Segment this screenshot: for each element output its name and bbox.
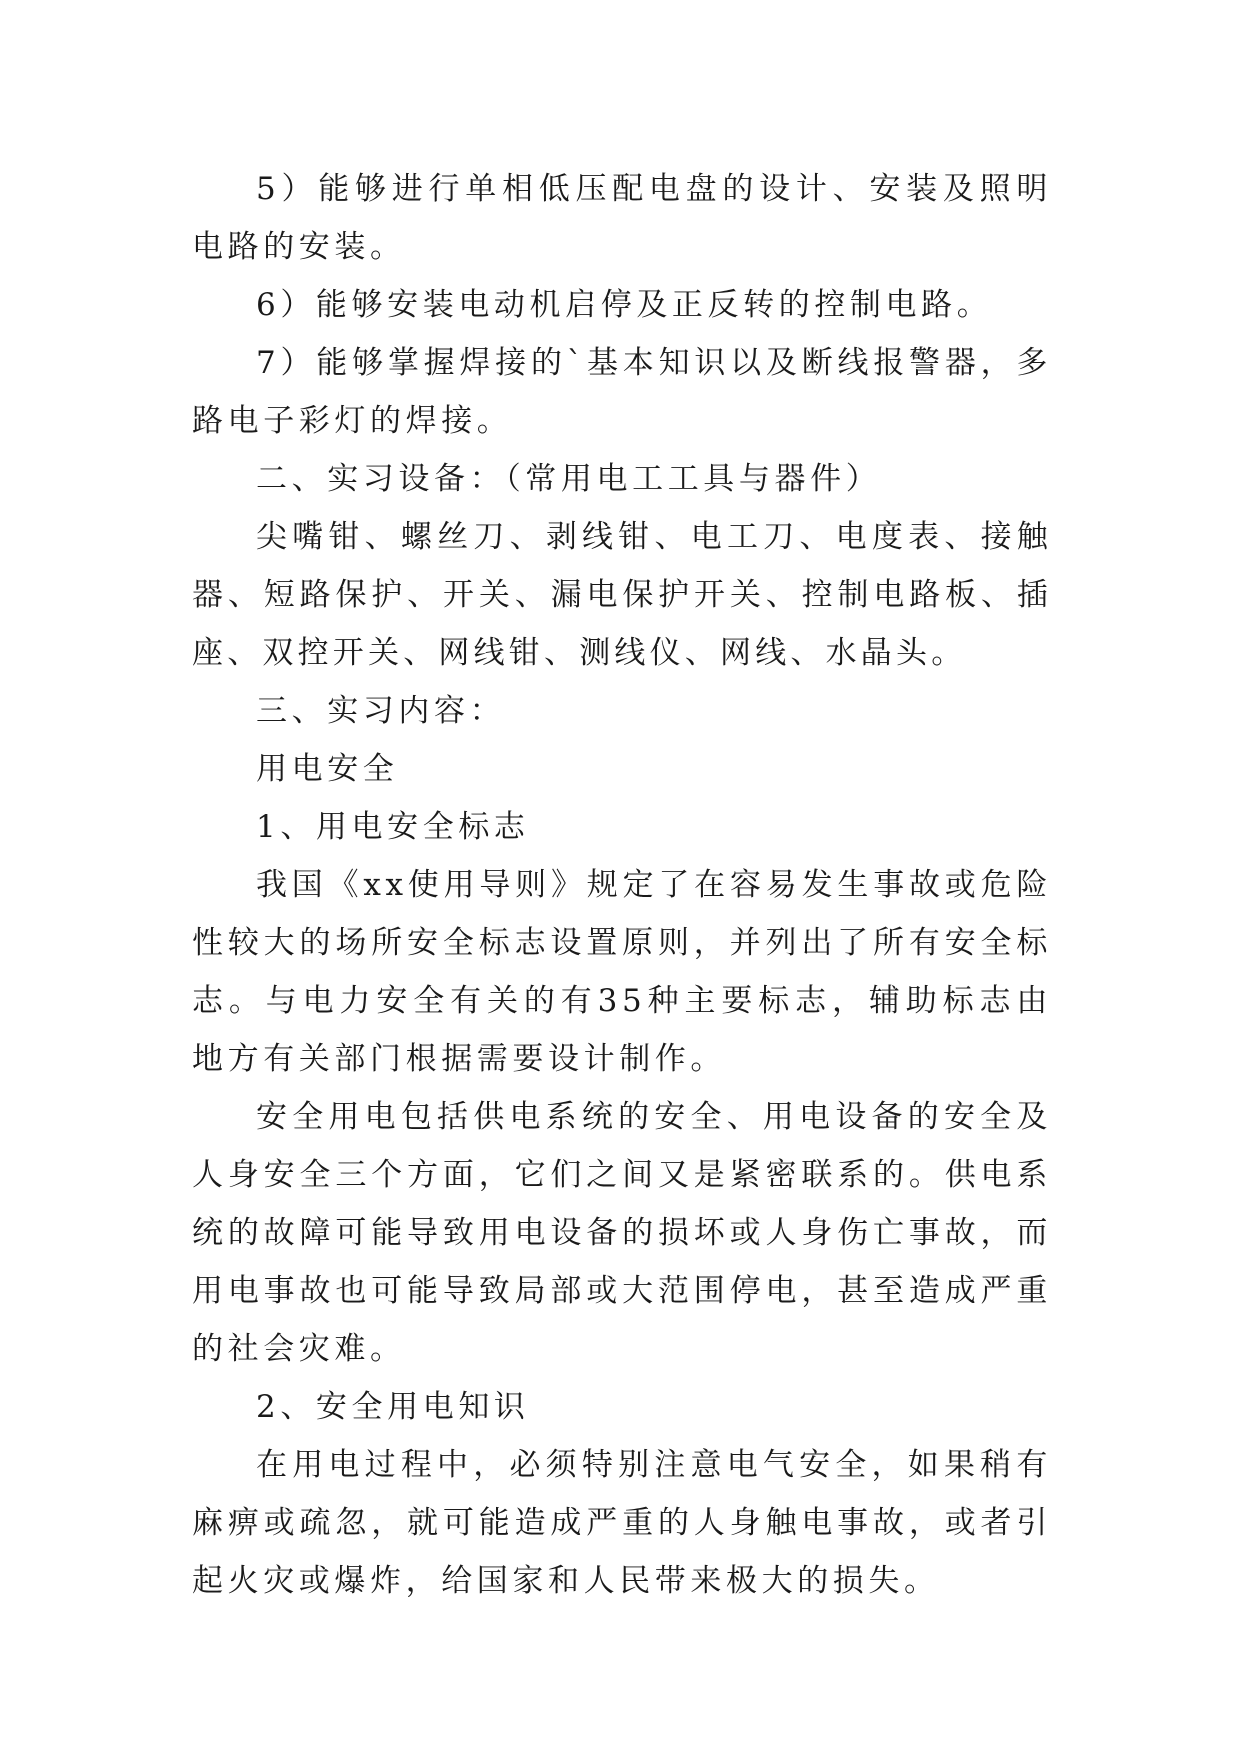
list-item-5: 5）能够进行单相低压配电盘的设计、安装及照明电路的安装。 [192,171,1052,265]
safety-knowledge-paragraph: 在用电过程中，必须特别注意电气安全，如果稍有麻痹或疏忽，就可能造成严重的人身触电事故，或者引起火灾或爆炸，给国家和人民带来极大的损失。 [192,1447,1052,1599]
safety-signs-paragraph: 我国《xx使用导则》规定了在容易发生事故或危险性较大的场所安全标志设置原则，并列出了所有安全标志。与电力安全有关的有35种主要标志，辅助标志由地方有关部门根据需要设计制作。 [192,867,1052,1077]
safe-electricity-paragraph: 安全用电包括供电系统的安全、用电设备的安全及人身安全三个方面，它们之间又是紧密联系的。供电系统的故障可能导致用电设备的损坏或人身伤亡事故，而用电事故也可能导致局部或大范围停电，甚至造成严重的社会灾难。 [192,1099,1052,1367]
section-heading-equipment: 二、实习设备：（常用电工工具与器件） [256,461,882,497]
subheading-safety-knowledge: 2、安全用电知识 [256,1389,530,1425]
list-item-6: 6）能够安装电动机启停及正反转的控制电路。 [256,287,993,323]
document-body [192,160,1052,1610]
equipment-list-paragraph: 尖嘴钳、螺丝刀、剥线钳、电工刀、电度表、接触器、短路保护、开关、漏电保护开关、控制电路板、插座、双控开关、网线钳、测线仪、网线、水晶头。 [192,519,1052,671]
list-item-7: 7）能够掌握焊接的`基本知识以及断线报警器，多路电子彩灯的焊接。 [192,345,1052,439]
subheading-electrical-safety: 用电安全 [256,751,399,787]
section-heading-content: 三、实习内容： [256,693,506,729]
subheading-safety-signs: 1、用电安全标志 [256,809,530,845]
